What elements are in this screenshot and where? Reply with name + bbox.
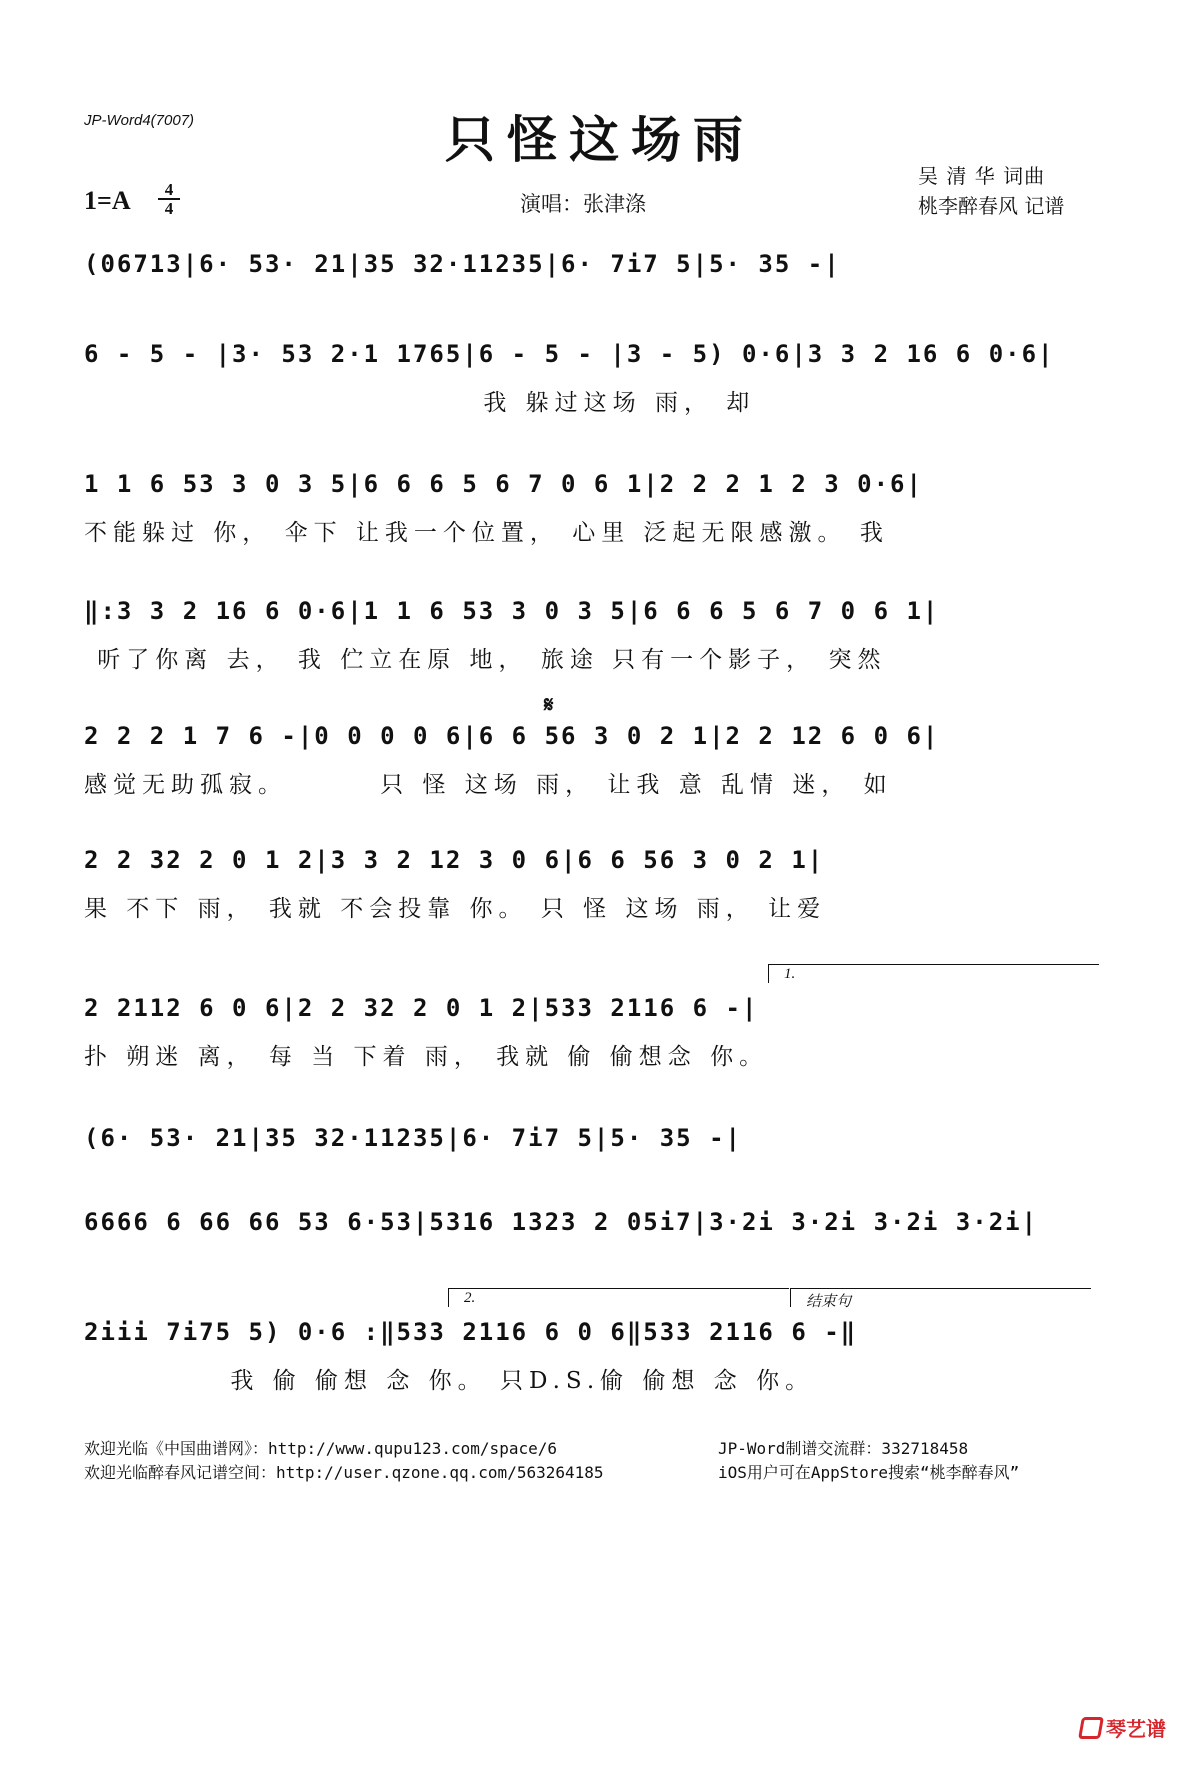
brand-icon <box>1078 1717 1104 1739</box>
footer-link-qupu[interactable]: 欢迎光临《中国曲谱网》：http://www.qupu123.com/space/6 <box>84 1439 557 1458</box>
brand-logo <box>1080 1713 1166 1742</box>
coda-label: 结束句 <box>806 1294 852 1310</box>
notation-line: 1 1 6 53 3 0 3 5|6 6 6 5 6 7 0 6 1|2 2 2 1 2 3 0·6| <box>84 470 923 498</box>
notation-line: 2 2 2 1 7 6 -|0 0 0 0 6|6 6 56 3 0 2 1|2 2 12 6 0 6| <box>84 722 940 750</box>
software-tag: JP-Word4(7007) <box>84 112 195 129</box>
lyrics-line: 听了你离 去， 我 伫立在原 地， 旅途 只有一个影子， 突然 <box>84 647 887 673</box>
notation-line: 2 2 32 2 0 1 2|3 3 2 12 3 0 6|6 6 56 3 0 2 1| <box>84 846 825 874</box>
lyrics-line: 我 偷 偷想 念 你。 只D.S.偷 偷想 念 你。 <box>84 1368 815 1394</box>
lyrics-line: 我 躲过这场 雨， 却 <box>84 390 756 416</box>
footer-appstore-info: iOS用户可在AppStore搜索“桃李醉春风” <box>718 1463 1020 1482</box>
brand-name: 琴艺谱 <box>1106 1717 1166 1741</box>
notation-line: (6· 53· 21|35 32·11235|6· 7i7 5|5· 35 -| <box>84 1124 742 1152</box>
notation-line: 6666 6 66 66 53 6·53|5316 1323 2 05i7|3·2i 3·2i 3·2i 3·2i| <box>84 1208 1039 1236</box>
volta-1-label: 1. <box>784 966 796 982</box>
notation-line: 2 2112 6 0 6|2 2 32 2 0 1 2|533 2116 6 -| <box>84 994 759 1022</box>
footer-group-info: JP-Word制谱交流群：332718458 <box>718 1439 969 1458</box>
volta-1-bracket <box>768 964 1099 983</box>
key-signature: 1=A <box>84 186 131 215</box>
volta-2-label: 2. <box>464 1290 476 1306</box>
notation-line: 2iii 7i75 5) 0·6 :‖533 2116 6 0 6‖533 2116 6 -‖ <box>84 1318 858 1346</box>
lyrics-line: 扑 朔迷 离， 每 当 下着 雨， 我就 偷 偷想念 你。 <box>84 1044 769 1070</box>
notation-line: ‖:3 3 2 16 6 0·6|1 1 6 53 3 0 3 5|6 6 6 5 6 7 0 6 1| <box>84 597 940 625</box>
notation-line: 6 - 5 - |3· 53 2·1 1765|6 - 5 - |3 - 5) 0·6|3 3 2 16 6 0·6| <box>84 340 1055 368</box>
segno-sign: 𝄋 <box>544 692 554 718</box>
singer-credit: 演唱：张津涤 <box>520 192 646 216</box>
composer-credit: 吴 清 华 词曲 <box>918 164 1046 188</box>
lyrics-line: 感觉无助孤寂。 只 怪 这场 雨， 让我 意 乱情 迷， 如 <box>84 772 893 798</box>
lyrics-line: 不能躲过 你， 伞下 让我一个位置， 心里 泛起无限感激。 我 <box>84 520 889 546</box>
notation-line: (06713|6· 53· 21|35 32·11235|6· 7i7 5|5· 35 -| <box>84 250 841 278</box>
transcriber-credit: 桃李醉春风 记谱 <box>918 194 1065 218</box>
footer-link-qzone[interactable]: 欢迎光临醉春风记谱空间：http://user.qzone.qq.com/563264185 <box>84 1463 604 1482</box>
time-signature-top: 4 <box>164 180 174 199</box>
volta-2-bracket <box>448 1288 789 1307</box>
lyrics-line: 果 不下 雨， 我就 不会投靠 你。 只 怪 这场 雨， 让爱 <box>84 896 827 922</box>
song-title: 只怪这场雨 <box>445 110 755 169</box>
time-signature-bottom: 4 <box>164 199 174 218</box>
time-signature <box>158 182 180 216</box>
